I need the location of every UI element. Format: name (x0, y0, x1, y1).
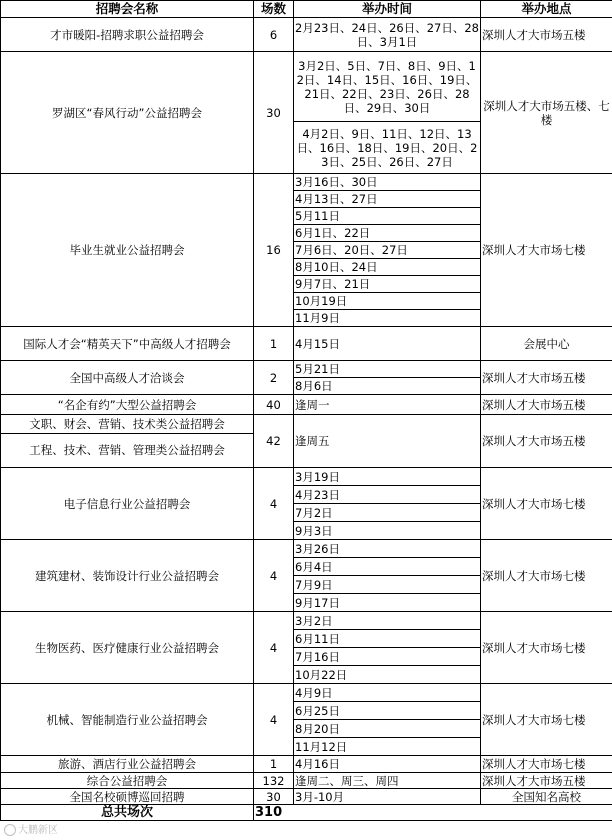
header-venue: 举办地点 (481, 1, 612, 18)
table-row (1, 18, 612, 52)
fair-venue: 深圳人才大市场五楼 (481, 361, 612, 395)
fair-name: 才市暖阳-招聘求职公益招聘会 (1, 18, 254, 52)
fair-date: 9月7日、21日 (294, 276, 481, 293)
table-row (1, 327, 612, 361)
fair-count: 6 (254, 18, 294, 52)
fair-venue: 深圳人才大市场五楼 (481, 773, 612, 789)
fair-date: 3月16日、30日 (294, 174, 481, 191)
fair-date: 逢周五 (294, 415, 481, 468)
fair-date: 6月1日、22日 (294, 225, 481, 242)
fair-date: 3月2日、5日、7日、8日、9日、12日、14日、15日、16日、19日、21日、22日、23日、26日、28日、29日、30日 (294, 52, 481, 122)
table-row (1, 174, 612, 191)
fair-date: 6月11日 (294, 630, 481, 648)
table-row (1, 789, 612, 805)
fair-name: 旅游、酒店行业公益招聘会 (1, 756, 254, 773)
fair-date: 8月6日 (294, 378, 481, 395)
fair-date: 3月19日 (294, 468, 481, 486)
fair-name: 罗湖区“春风行动”公益招聘会 (1, 52, 254, 174)
fair-date: 4月23日 (294, 486, 481, 504)
header-name: 招聘会名称 (1, 1, 254, 18)
fair-name-group (1, 415, 254, 468)
fair-count: 16 (254, 174, 294, 327)
fair-count: 42 (254, 415, 294, 468)
total-row (1, 805, 612, 821)
fair-date: 11月9日 (294, 310, 481, 327)
fair-date: 5月11日 (294, 208, 481, 225)
fair-date: 9月17日 (294, 594, 481, 612)
fair-name: 机械、智能制造行业公益招聘会 (1, 684, 254, 756)
fair-date: 11月12日 (294, 738, 481, 756)
fair-date: 7月2日 (294, 504, 481, 522)
table-row (1, 540, 612, 558)
fair-date: 4月13日、27日 (294, 191, 481, 208)
fair-name: 生物医药、医疗健康行业公益招聘会 (1, 612, 254, 684)
fair-date: 逢周二、周三、周四 (294, 773, 481, 789)
fair-venue: 深圳人才大市场五楼 (481, 415, 612, 468)
fair-venue: 深圳人才大市场五楼 (481, 18, 612, 52)
fair-date: 逢周一 (294, 395, 481, 415)
table-row (1, 773, 612, 789)
fair-name: “名企有约”大型公益招聘会 (1, 395, 254, 415)
fair-count: 1 (254, 756, 294, 773)
header-count: 场数 (254, 1, 294, 18)
fair-name: 全国中高级人才洽谈会 (1, 361, 254, 395)
fair-name: 电子信息行业公益招聘会 (1, 468, 254, 540)
fair-venue: 深圳人才大市场七楼 (481, 756, 612, 773)
header-time: 举办时间 (294, 1, 481, 18)
table-row (1, 361, 612, 378)
table-row (1, 52, 612, 122)
fair-venue: 深圳人才大市场七楼 (481, 468, 612, 540)
fair-date: 8月20日 (294, 720, 481, 738)
fair-date: 4月15日 (294, 327, 481, 361)
fair-date: 4月2日、9日、11日、12日、13日、16日、18日、19日、20日、23日、25日、26日、27日 (294, 122, 481, 174)
fair-venue: 深圳人才大市场五楼 (481, 395, 612, 415)
fair-date: 7月6日、20日、27日 (294, 242, 481, 259)
fair-date: 8月10日、24日 (294, 259, 481, 276)
fair-date: 2月23日、24日、26日、27日、28日、3月1日 (294, 18, 481, 52)
fair-count: 4 (254, 468, 294, 540)
total-label: 总共场次 (1, 805, 254, 821)
fair-venue: 会展中心 (481, 327, 612, 361)
fair-count: 2 (254, 361, 294, 395)
fair-date: 7月9日 (294, 576, 481, 594)
table-row (1, 468, 612, 486)
fair-venue: 深圳人才大市场七楼 (481, 612, 612, 684)
fair-date: 4月16日 (294, 756, 481, 773)
table-row (1, 612, 612, 630)
fair-name: 建筑建材、装饰设计行业公益招聘会 (1, 540, 254, 612)
fair-date: 10月19日 (294, 293, 481, 310)
watermark-icon (4, 824, 16, 836)
fair-venue: 深圳人才大市场七楼 (481, 684, 612, 756)
fair-count: 40 (254, 395, 294, 415)
fair-count: 4 (254, 540, 294, 612)
table-row (1, 395, 612, 415)
fair-name: 综合公益招聘会 (1, 773, 254, 789)
fair-date: 4月9日 (294, 684, 481, 702)
table-row (1, 684, 612, 702)
watermark-text: 大鹏新区 (18, 825, 58, 836)
fair-venue: 深圳人才大市场七楼 (481, 540, 612, 612)
fair-venue: 全国知名高校 (481, 789, 612, 805)
fair-name: 文职、财会、营销、技术类公益招聘会 (1, 415, 253, 434)
fair-count: 30 (254, 789, 294, 805)
fair-date: 6月4日 (294, 558, 481, 576)
fair-name: 全国名校硕博巡回招聘 (1, 789, 254, 805)
fair-date: 10月22日 (294, 666, 481, 684)
watermark (4, 821, 58, 836)
fair-venue: 深圳人才大市场五楼、七楼 (481, 52, 612, 174)
fair-date: 3月-10月 (294, 789, 481, 805)
fair-date: 5月21日 (294, 361, 481, 378)
total-value: 310 (254, 805, 612, 821)
fair-count: 30 (254, 52, 294, 174)
fair-name: 毕业生就业公益招聘会 (1, 174, 254, 327)
table-header-row (1, 1, 612, 18)
fair-venue: 深圳人才大市场七楼 (481, 174, 612, 327)
fair-date: 9月3日 (294, 522, 481, 540)
fair-count: 4 (254, 612, 294, 684)
fair-date: 7月16日 (294, 648, 481, 666)
fair-count: 132 (254, 773, 294, 789)
fair-date: 6月25日 (294, 702, 481, 720)
fair-count: 4 (254, 684, 294, 756)
fair-date: 3月2日 (294, 612, 481, 630)
table-row (1, 756, 612, 773)
fair-name: 国际人才会“精英天下”中高级人才招聘会 (1, 327, 254, 361)
fair-name: 工程、技术、营销、管理类公益招聘会 (29, 443, 225, 457)
fair-date: 3月26日 (294, 540, 481, 558)
table-row (1, 415, 612, 468)
fair-count: 1 (254, 327, 294, 361)
